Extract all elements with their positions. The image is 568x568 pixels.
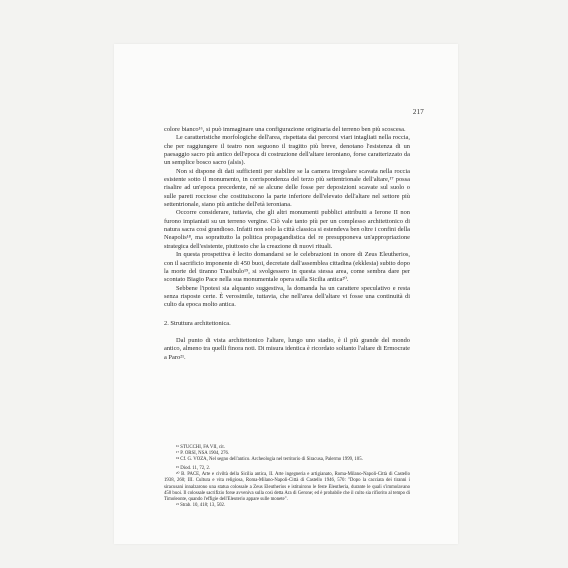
paragraph: In questa prospettiva è lecito domandarsi se le celebrazioni in onore di Zeus Eleutherios, con il sacrificio imponente di 450 buoi, decretate dall'assemblea cittadina (ekklesia) subito dopo la morte del tiranno Trasibulo¹⁹, si svolgessero in questa stessa area, come sembra dare per scontato Biagio Pace nella sua monumentale opera sulla Sicilia antica²⁰. [164, 251, 410, 284]
section-paragraph: Dal punto di vista architettonico l'altare, lungo uno stadio, è il più grande del mondo antico, almeno tra quelli finora noti. Di misura identica è ricordato soltanto l'altare di Ermocrate a Paro²¹. [164, 336, 410, 361]
book-page [114, 44, 458, 544]
footnote: ²⁰ B. PACE, Arte e civiltà della Sicilia antica, II. Arte ingegneria e artigianato, Roma-Milano-Napoli-Città di Castello 1938, 260; III. Cultura e vita religiosa, Roma-Milano-Napoli-Città di Castello 1946, 570: "Dopo la cacciata dei tiranni i siracusani innalzarono una statua colossale a Zeus Eleutherios e istituirono le feste Eleutheria, durante le quali s'immolavano 450 buoi. Il colossale sacrifizio forse avveniva sulla così detta Ara di Gerone; ed è probabile che il culto sia rifiorito al tempo di Timoleonte, quando l'effigie dell'Eleuterio appare sulle monete". [164, 472, 410, 502]
footnote: ¹⁸ Cf. G. VOZA, Nel segno dell'antico. Archeologia nel territorio di Siracusa, Palermo 1999, 105. [176, 457, 363, 463]
footnote: ¹⁹ Diod. 11, 72, 2. [176, 466, 211, 472]
paragraph: Le caratteristiche morfologiche dell'area, rispettata dai percorsi viari intagliati nella roccia, che per raggiungere il teatro non seguono il tragitto più breve, denotano l'esistenza di un paesaggio sacro più antico dell'epoca di costruzione dell'altare ieroniano, forse caratterizzato da un semplice bosco sacro (alsis). [164, 134, 410, 167]
paragraph: Occorre considerare, tuttavia, che gli altri monumenti pubblici attribuiti a Ierone II non furono impiantati su un terreno vergine. Ciò vale tanto più per un complesso architettonico di natura sacra così grandioso. Infatti non solo la città classica si estendeva ben oltre i confini della Neapolis¹⁸, ma soprattutto la politica propagandistica del re presupponeva un'appropriazione strategica dell'esistente, piuttosto che la creazione di nuovi rituali. [164, 209, 410, 250]
footnotes [164, 445, 410, 509]
page-number: 217 [412, 108, 424, 116]
paragraph: Sebbene l'ipotesi sia alquanto suggestiva, la domanda ha un carattere speculativo e resta senza risposte certe. È verosimile, tuttavia, che nell'area dell'altare vi fosse una continuità di culto da epoca molto antica. [164, 284, 410, 309]
main-text [164, 126, 410, 362]
footnote: ¹⁶ STUCCHI, FA VII, cit. [176, 445, 225, 450]
footnote: ²¹ Strab. 10, 418; 13, 502. [176, 502, 226, 508]
footnote: ¹⁷ P. ORSI, NSA 1904, 276. [176, 451, 230, 457]
paragraph: Non si dispone di dati sufficienti per stabilire se la camera irregolare scavata nella roccia esistente sotto il monumento, in corrispondenza del terzo più settentrionale dell'altare,¹⁷ possa risalire ad un'epoca precedente, né se alcune delle fosse per deposizioni scavate sul suolo o sulle pareti rocciose che costituiscono la parte inferiore dell'elevato dell'altare nel settore più settentrionale, siano più antiche dell'età ieroniana. [164, 167, 410, 209]
paragraph: colore bianco¹⁶, si può immaginare una configurazione originaria del terreno ben più scoscesa. [164, 126, 406, 133]
section-heading: 2. Struttura architettonica. [164, 319, 231, 327]
